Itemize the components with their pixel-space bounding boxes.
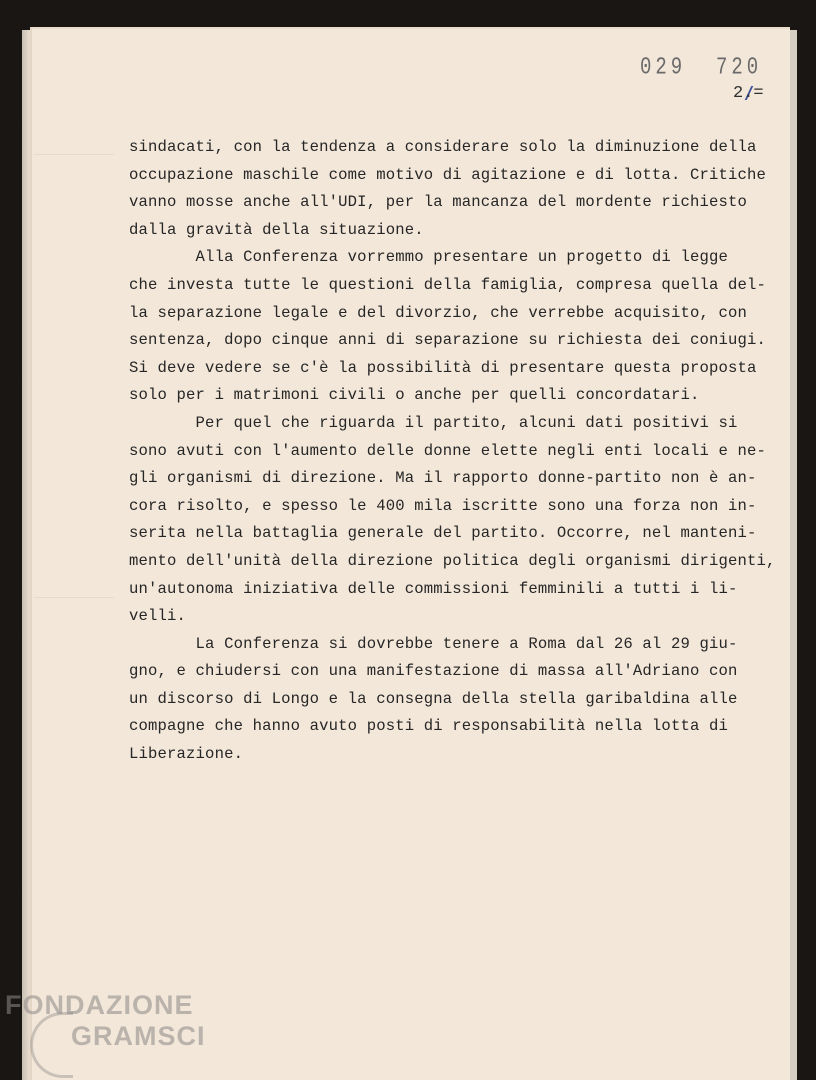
margin-bleed-mark <box>34 583 114 598</box>
text-line: serita nella battaglia generale del partito. Occorre, nel manteni- <box>129 524 757 543</box>
text-line: Alla Conferenza vorremmo presentare un progetto di legge <box>129 248 728 267</box>
text-line: compagne che hanno avuto posti di responsabilità nella lotta di <box>129 717 728 736</box>
text-line: mento dell'unità della direzione politica degli organismi dirigenti, <box>129 551 776 570</box>
text-line: sono avuti con l'aumento delle donne elette negli enti locali e ne- <box>129 441 767 460</box>
text-line: velli. <box>129 607 187 626</box>
document-body <box>129 134 789 769</box>
text-line: un'autonoma iniziativa delle commissioni femminili a tutti i li- <box>129 579 738 598</box>
text-line: Si deve vedere se c'è la possibilità di presentare questa proposta <box>129 358 757 377</box>
margin-bleed-mark <box>34 140 114 155</box>
text-line: un discorso di Longo e la consegna della stella garibaldina alle <box>129 689 738 708</box>
text-line: sentenza, dopo cinque anni di separazione su richiesta dei coniugi. <box>129 331 767 350</box>
text-line: gno, e chiudersi con una manifestazione di massa all'Adriano con <box>129 662 738 681</box>
text-line: la separazione legale e del divorzio, che verrebbe acquisito, con <box>129 303 748 322</box>
text-line: dalla gravità della situazione. <box>129 220 424 239</box>
text-line: vanno mosse anche all'UDI, per la mancanza del mordente richiesto <box>129 193 748 212</box>
watermark-line-2: GRAMSCI <box>71 1021 206 1051</box>
text-line: La Conferenza si dovrebbe tenere a Roma dal 26 al 29 giu- <box>129 634 738 653</box>
text-line: gli organismi di direzione. Ma il rapporto donne-partito non è an- <box>129 469 757 488</box>
text-line: occupazione maschile come motivo di agitazione e di lotta. Critiche <box>129 165 767 184</box>
text-line: che investa tutte le questioni della famiglia, compresa quella del- <box>129 275 767 294</box>
text-line: sindacati, con la tendenza a considerare solo la diminuzione della <box>129 138 757 156</box>
watermark <box>5 990 206 1052</box>
watermark-line-1: FONDAZIONE <box>5 990 194 1020</box>
text-line: cora risolto, e spesso le 400 mila iscritte sono una forza non in- <box>129 496 757 515</box>
page-edge <box>22 30 30 1080</box>
archive-code-right: 720 <box>716 53 763 81</box>
text-line: Liberazione. <box>129 745 244 764</box>
text-line: solo per i matrimoni civili o anche per quelli concordatari. <box>129 386 700 405</box>
text-line: Per quel che riguarda il partito, alcuni dati positivi si <box>129 413 738 432</box>
page-number: 2.= <box>733 84 764 103</box>
archive-code-left: 029 <box>640 53 687 81</box>
